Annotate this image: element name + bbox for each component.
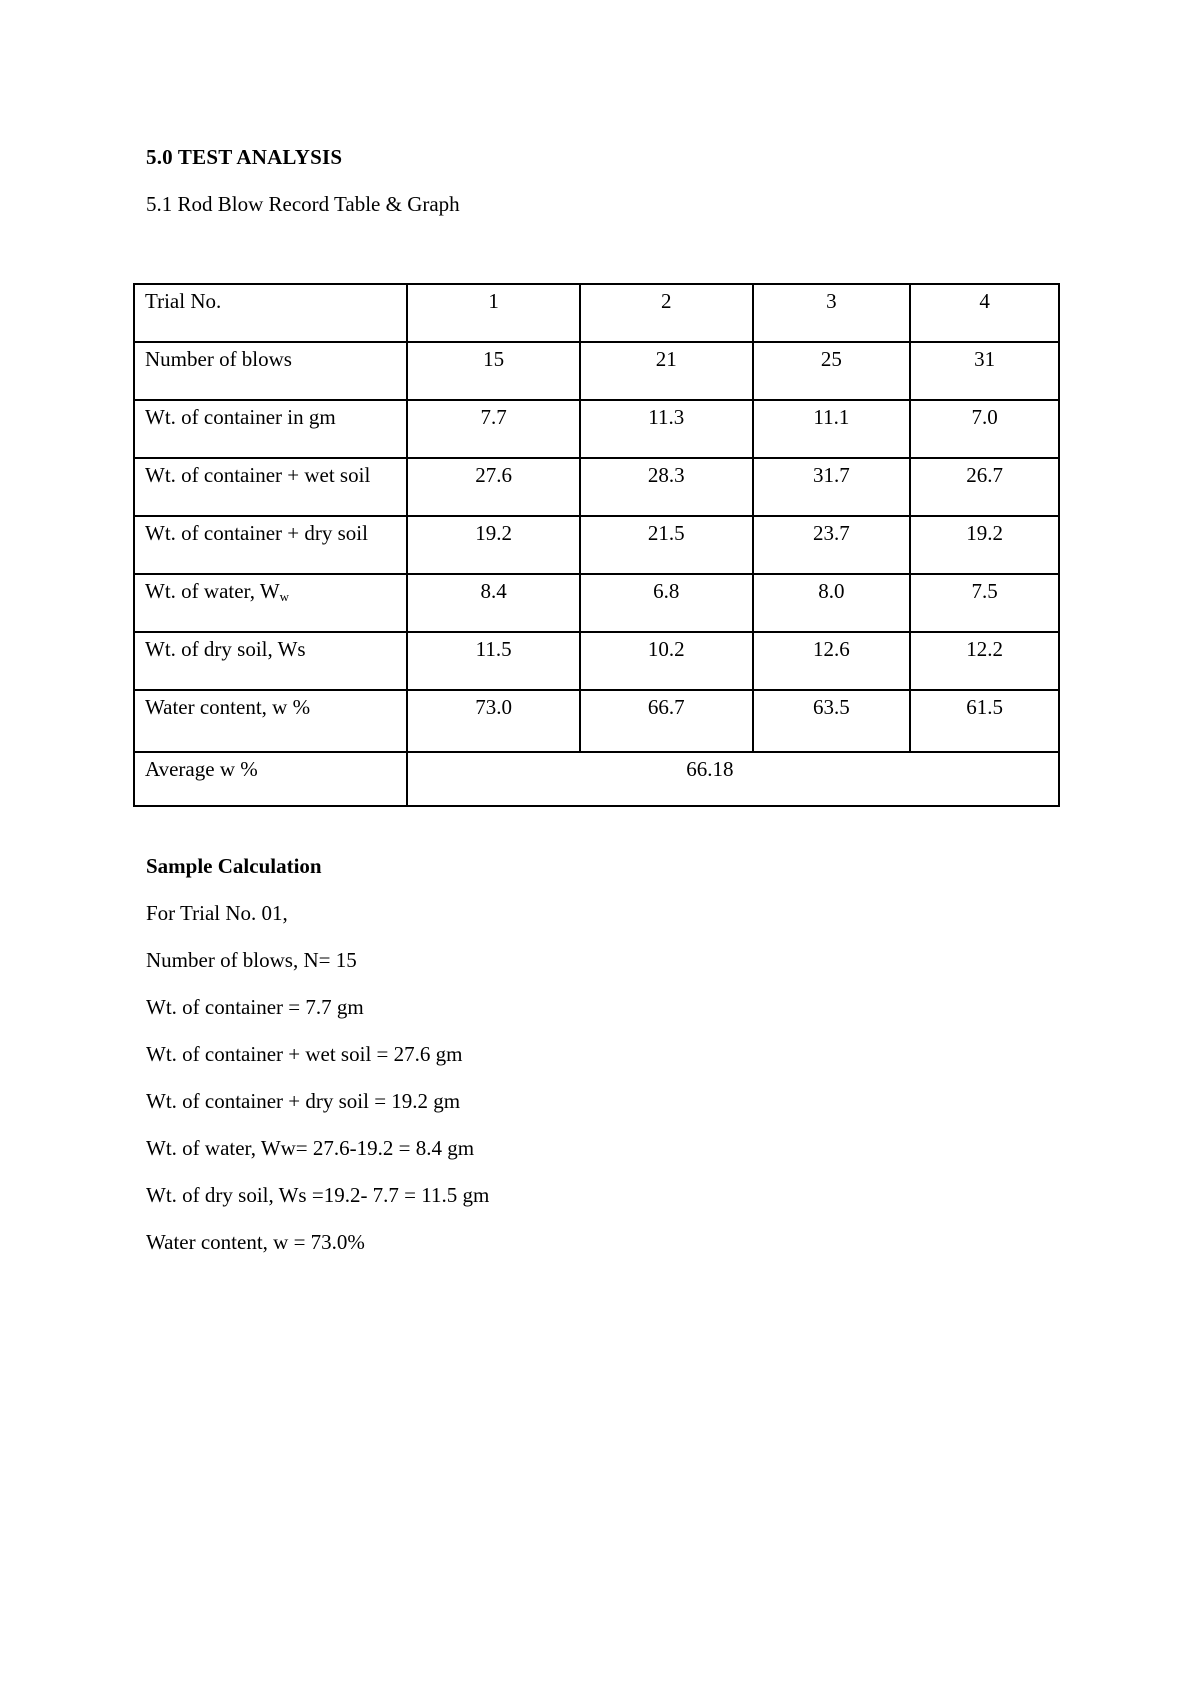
table-cell: 1 (407, 284, 580, 342)
table-cell: 31 (910, 342, 1059, 400)
table-cell: 4 (910, 284, 1059, 342)
calculation-line: Wt. of container = 7.7 gm (146, 995, 364, 1019)
calculation-line: Wt. of water, Ww= 27.6-19.2 = 8.4 gm (146, 1136, 475, 1160)
table-cell: 15 (407, 342, 580, 400)
table-cell: 8.4 (407, 574, 580, 632)
sample-calculation-heading: Sample Calculation (146, 854, 322, 878)
table-cell: 2 (580, 284, 753, 342)
table-row (134, 632, 1059, 690)
calculation-line: Water content, w = 73.0% (146, 1230, 365, 1254)
table-row (134, 342, 1059, 400)
table-cell: 21.5 (580, 516, 753, 574)
table-cell: 19.2 (407, 516, 580, 574)
calculation-line: Wt. of dry soil, Ws =19.2- 7.7 = 11.5 gm (146, 1183, 490, 1207)
table-cell: 23.7 (753, 516, 911, 574)
table-row (134, 284, 1059, 342)
row-label: Wt. of container + dry soil (134, 516, 407, 574)
table-cell: 11.5 (407, 632, 580, 690)
table-row (134, 400, 1059, 458)
table-cell: 7.7 (407, 400, 580, 458)
row-label: Water content, w % (134, 690, 407, 752)
table-cell: 26.7 (910, 458, 1059, 516)
table-cell: 7.5 (910, 574, 1059, 632)
subsection-heading: 5.1 Rod Blow Record Table & Graph (146, 192, 460, 216)
calculation-line: Wt. of container + dry soil = 19.2 gm (146, 1089, 461, 1113)
rod-blow-record-table (133, 283, 1060, 807)
table-cell: 11.1 (753, 400, 911, 458)
average-row (134, 752, 1059, 806)
row-label: Number of blows (134, 342, 407, 400)
table-cell: 31.7 (753, 458, 911, 516)
table-cell: 19.2 (910, 516, 1059, 574)
table-cell: 63.5 (753, 690, 911, 752)
table-cell: 7.0 (910, 400, 1059, 458)
table-cell: 66.7 (580, 690, 753, 752)
table-cell: 10.2 (580, 632, 753, 690)
table-cell: 8.0 (753, 574, 911, 632)
table-row (134, 458, 1059, 516)
section-heading: 5.0 TEST ANALYSIS (146, 145, 343, 169)
table-cell: 25 (753, 342, 911, 400)
table-cell: 21 (580, 342, 753, 400)
row-label: Average w % (134, 752, 407, 806)
table-cell: 12.2 (910, 632, 1059, 690)
row-label-subscript: w (279, 589, 290, 604)
table-row (134, 574, 1059, 632)
table-cell: 28.3 (580, 458, 753, 516)
row-label: Wt. of container in gm (134, 400, 407, 458)
row-label (134, 574, 407, 632)
calculation-line: Number of blows, N= 15 (146, 948, 357, 972)
calculation-line: For Trial No. 01, (146, 901, 288, 925)
average-value: 66.18 (407, 752, 1059, 806)
table-cell: 27.6 (407, 458, 580, 516)
sample-calculation (146, 852, 489, 1275)
table-cell: 61.5 (910, 690, 1059, 752)
table-row (134, 516, 1059, 574)
calculation-line: Wt. of container + wet soil = 27.6 gm (146, 1042, 463, 1066)
table-cell: 3 (753, 284, 911, 342)
row-label: Wt. of container + wet soil (134, 458, 407, 516)
row-label: Wt. of dry soil, Ws (134, 632, 407, 690)
row-label-main: Wt. of water, W (145, 579, 280, 603)
table-cell: 73.0 (407, 690, 580, 752)
table-cell: 12.6 (753, 632, 911, 690)
table-cell: 6.8 (580, 574, 753, 632)
row-label: Trial No. (134, 284, 407, 342)
table-row (134, 690, 1059, 752)
table-cell: 11.3 (580, 400, 753, 458)
